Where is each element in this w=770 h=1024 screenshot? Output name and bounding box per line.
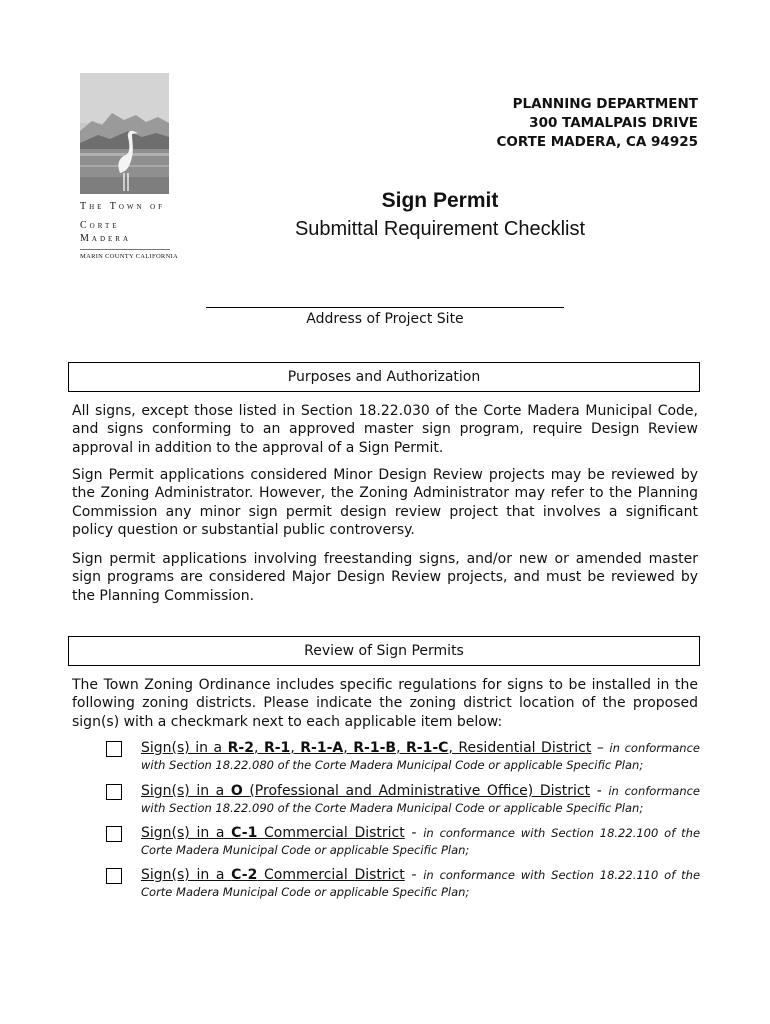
district-name: Commercial District xyxy=(264,867,405,883)
document-title xyxy=(240,188,640,242)
address-label: Address of Project Site xyxy=(306,311,464,327)
item-dash: – xyxy=(591,740,610,756)
office-checkbox[interactable] xyxy=(106,784,122,800)
item-dash: - xyxy=(404,825,424,841)
district-name: (Professional and Administrative Office) District xyxy=(249,783,591,799)
logo-town-line1: The Town of xyxy=(80,201,166,212)
logo-county: MARIN COUNTY CALIFORNIA xyxy=(80,249,170,260)
zone-code: C-2 xyxy=(231,867,258,883)
residential-checkbox[interactable] xyxy=(106,741,122,757)
zone-code: R-1-A xyxy=(300,740,344,756)
purposes-paragraph-3: Sign permit applications involving freestanding signs, and/or new or amended master sign programs are considered Major Design Review projects, and must be reviewed by the Planning Commission. xyxy=(72,551,698,604)
department-name: PLANNING DEPARTMENT xyxy=(512,96,698,112)
checklist-item-office xyxy=(106,783,700,817)
review-heading: Review of Sign Permits xyxy=(304,643,464,659)
purposes-heading-box xyxy=(68,362,700,392)
item-note: in conformance with Section 18.22.080 of the Corte Madera Municipal Code or applicable Specific Plan; xyxy=(141,741,700,772)
title-sub: Submittal Requirement Checklist xyxy=(294,218,586,240)
item-dash: - xyxy=(590,783,609,799)
zone-code: C-1 xyxy=(231,825,258,841)
checklist-item-c2 xyxy=(106,867,700,901)
zone-code: R-1-B xyxy=(353,740,397,756)
district-name: Commercial District xyxy=(264,825,405,841)
department-street: 300 TAMALPAIS DRIVE xyxy=(529,115,698,131)
item-prefix: Sign(s) in a xyxy=(141,783,231,799)
zone-code: R-2 xyxy=(227,740,254,756)
address-line[interactable] xyxy=(206,307,564,308)
purposes-paragraph-2: Sign Permit applications considered Minor Design Review projects may be reviewed by the Zoning Administrator. However, the Zoning Administrator may refer to the Planning Commission any minor sign permit design review project that involves a significant policy question or substantial public controversy. xyxy=(72,467,698,539)
zone-separator: , xyxy=(396,740,407,756)
heron-landscape-logo-icon xyxy=(80,73,169,194)
title-main: Sign Permit xyxy=(381,189,499,212)
zone-code: O xyxy=(230,783,243,799)
checklist-item-c1 xyxy=(106,825,700,859)
department-header xyxy=(496,95,698,152)
item-prefix: Sign(s) in a xyxy=(141,825,232,841)
item-note: in conformance with Section 18.22.110 of the Corte Madera Municipal Code or applicable Specific Plan; xyxy=(141,868,701,899)
zone-separator: , xyxy=(290,740,301,756)
zone-separator: , xyxy=(448,740,459,756)
c1-checkbox[interactable] xyxy=(106,826,122,842)
logo-town-line2: Corte Madera xyxy=(80,220,132,244)
item-dash: - xyxy=(404,867,424,883)
item-note: in conformance with Section 18.22.100 of the Corte Madera Municipal Code or applicable Specific Plan; xyxy=(141,826,701,857)
purposes-heading: Purposes and Authorization xyxy=(287,369,481,385)
purposes-paragraph-1: All signs, except those listed in Section 18.22.030 of the Corte Madera Municipal Code, and signs conforming to an approved master sign program, require Design Review approval in addition to the approval of a Sign Permit. xyxy=(72,403,698,456)
review-heading-box xyxy=(68,636,700,666)
department-city: CORTE MADERA, CA 94925 xyxy=(496,134,698,150)
zone-code: R-1-C xyxy=(406,740,449,756)
zone-code: R-1 xyxy=(263,740,291,756)
review-intro: The Town Zoning Ordinance includes specific regulations for signs to be installed in the following zoning districts. Please indicate the zoning district location of the proposed sign(s) with a checkmark next to each applicable item below: xyxy=(72,677,698,730)
zone-separator: , xyxy=(254,740,264,756)
district-name: Residential District xyxy=(458,740,592,756)
item-note: in conformance with Section 18.22.090 of the Corte Madera Municipal Code or applicable Specific Plan; xyxy=(141,784,701,815)
c2-checkbox[interactable] xyxy=(106,868,122,884)
zone-separator: , xyxy=(343,740,354,756)
checklist-item-residential xyxy=(106,740,700,774)
town-logo xyxy=(80,73,179,260)
item-prefix: Sign(s) in a xyxy=(141,740,228,756)
item-prefix: Sign(s) in a xyxy=(141,867,232,883)
